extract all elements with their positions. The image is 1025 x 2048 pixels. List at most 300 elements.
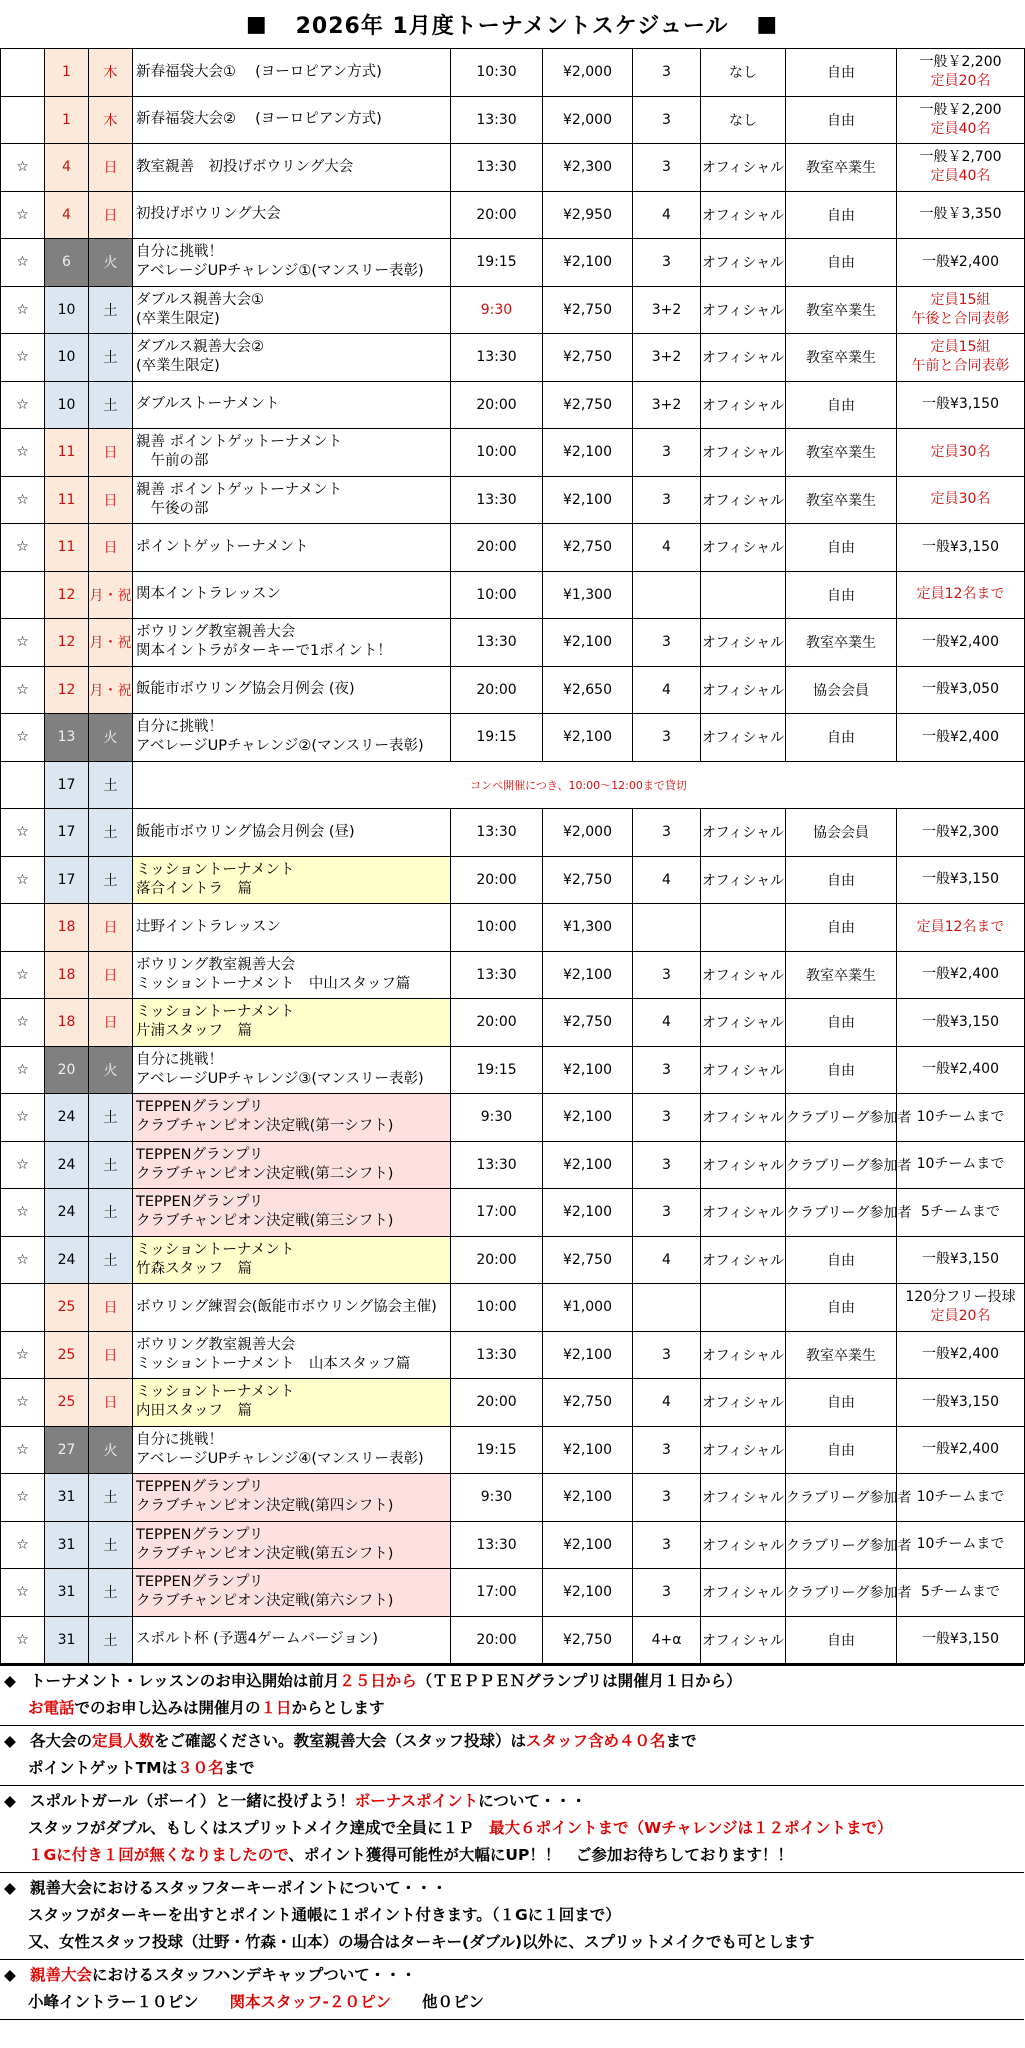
note-line: 一般¥3,050	[922, 681, 999, 698]
fee-cell: ¥2,950	[543, 191, 633, 239]
note-text: 各大会の	[30, 1732, 93, 1750]
note-cell	[897, 144, 1025, 192]
start-time-cell: 13:30	[451, 951, 543, 999]
table-row	[1, 96, 1025, 144]
weekday-cell: 木	[89, 49, 133, 97]
event-name-cell	[133, 666, 451, 714]
event-name-line: 午後の部	[136, 500, 209, 517]
note-line	[0, 1875, 1024, 1902]
event-name-line: 親善 ポイントゲットーナメント	[136, 434, 343, 451]
event-name-line: アベレージUPチャレンジ③(マンスリー表彰)	[136, 1070, 424, 1087]
diamond-bullet-icon: ◆	[4, 1966, 16, 1984]
qualification-cell: 自由	[786, 999, 897, 1047]
table-row	[1, 951, 1025, 999]
note-cell	[897, 1141, 1025, 1189]
qualification-cell: クラブリーグ参加者	[786, 1094, 897, 1142]
event-name-line: TEPPENグランプリ	[136, 1146, 264, 1163]
date-cell: 18	[45, 951, 89, 999]
fee-cell: ¥2,750	[543, 999, 633, 1047]
games-cell: 3	[633, 1569, 701, 1617]
oil-pattern-cell: オフィシャル	[701, 1474, 786, 1522]
fee-cell: ¥2,100	[543, 1426, 633, 1474]
event-name-line: TEPPENグランプリ	[136, 1479, 264, 1496]
qualification-cell: 自由	[786, 1616, 897, 1664]
star-mark-cell: ☆	[1, 1379, 45, 1427]
note-line	[0, 1815, 1024, 1842]
diamond-bullet-icon: ◆	[4, 1672, 16, 1690]
star-mark-cell: ☆	[1, 239, 45, 287]
star-mark-cell: ☆	[1, 1616, 45, 1664]
qualification-cell: 教室卒業生	[786, 429, 897, 477]
start-time-cell: 20:00	[451, 191, 543, 239]
event-name-line: ポイントゲットーナメント	[136, 538, 309, 555]
event-name-line: 飯能市ボウリング協会月例会 (昼)	[136, 823, 355, 840]
event-name-line: ミッショントーナメント	[136, 861, 295, 878]
start-time-cell: 19:15	[451, 239, 543, 287]
note-line: 定員30名	[930, 443, 991, 460]
oil-pattern-cell: オフィシャル	[701, 1141, 786, 1189]
games-cell: 3+2	[633, 286, 701, 334]
event-name-cell	[133, 286, 451, 334]
note-line: 定員30名	[930, 491, 991, 508]
date-cell: 1	[45, 49, 89, 97]
start-time-cell: 10:00	[451, 1284, 543, 1332]
event-name-line: クラブチャンピオン決定戦(第四シフト)	[136, 1498, 394, 1515]
note-line: 一般¥3,150	[922, 1251, 999, 1268]
event-name-cell	[133, 381, 451, 429]
note-text: ２５日から	[339, 1672, 417, 1690]
date-cell: 10	[45, 334, 89, 382]
fee-cell: ¥2,000	[543, 809, 633, 857]
note-cell	[897, 904, 1025, 952]
start-time-cell: 19:15	[451, 714, 543, 762]
fee-cell: ¥2,100	[543, 951, 633, 999]
table-row	[1, 1094, 1025, 1142]
games-cell: 4	[633, 666, 701, 714]
event-name-line: 教室親善 初投げボウリング大会	[136, 158, 354, 175]
note-cell	[897, 999, 1025, 1047]
star-mark-cell: ☆	[1, 286, 45, 334]
start-time-cell: 13:30	[451, 144, 543, 192]
date-cell: 25	[45, 1379, 89, 1427]
note-cell	[897, 666, 1025, 714]
weekday-cell: 日	[89, 951, 133, 999]
games-cell: 3	[633, 476, 701, 524]
note-cell	[897, 1379, 1025, 1427]
games-cell: 3	[633, 1331, 701, 1379]
star-mark-cell: ☆	[1, 856, 45, 904]
note-text: 定員人数	[92, 1732, 155, 1750]
date-cell: 18	[45, 999, 89, 1047]
note-text: （ＴＥＰＰＥＮグランプリは開催月１日から）	[416, 1672, 742, 1690]
games-cell: 3	[633, 144, 701, 192]
note-line: 10チームまで	[916, 1108, 1005, 1125]
weekday-cell: 火	[89, 1046, 133, 1094]
games-cell: 3	[633, 1426, 701, 1474]
weekday-cell: 日	[89, 191, 133, 239]
oil-pattern-cell: オフィシャル	[701, 1379, 786, 1427]
oil-pattern-cell: なし	[701, 49, 786, 97]
table-row	[1, 1331, 1025, 1379]
table-row	[1, 381, 1025, 429]
note-text: について・・・	[478, 1792, 587, 1810]
event-name-line: 片浦スタッフ 篇	[136, 1023, 252, 1040]
weekday-cell: 土	[89, 1094, 133, 1142]
start-time-cell: 13:30	[451, 334, 543, 382]
fee-cell: ¥2,750	[543, 524, 633, 572]
games-cell: 3	[633, 1046, 701, 1094]
qualification-cell: 自由	[786, 49, 897, 97]
event-name-cell	[133, 714, 451, 762]
event-name-cell	[133, 1569, 451, 1617]
games-cell: 3	[633, 714, 701, 762]
event-name-line: ミッショントーナメント 山本スタッフ篇	[136, 1355, 411, 1372]
games-cell: 3	[633, 809, 701, 857]
oil-pattern-cell	[701, 571, 786, 619]
event-name-line: 初投げボウリング大会	[136, 206, 281, 223]
qualification-cell: 教室卒業生	[786, 334, 897, 382]
fee-cell: ¥2,100	[543, 1521, 633, 1569]
qualification-cell: 協会会員	[786, 809, 897, 857]
note-block	[0, 1726, 1024, 1786]
table-row	[1, 1236, 1025, 1284]
note-text: をご確認ください。教室親善大会（スタッフ投球）は	[154, 1732, 527, 1750]
note-line: 一般¥3,150	[922, 1631, 999, 1648]
qualification-cell: 教室卒業生	[786, 951, 897, 999]
fee-cell: ¥1,300	[543, 571, 633, 619]
fee-cell: ¥2,750	[543, 286, 633, 334]
event-name-line: アベレージUPチャレンジ④(マンスリー表彰)	[136, 1450, 424, 1467]
oil-pattern-cell: オフィシャル	[701, 856, 786, 904]
note-cell	[897, 1616, 1025, 1664]
event-name-cell	[133, 1474, 451, 1522]
fee-cell: ¥1,300	[543, 904, 633, 952]
oil-pattern-cell: オフィシャル	[701, 1616, 786, 1664]
start-time-cell: 9:30	[451, 286, 543, 334]
fee-cell: ¥2,100	[543, 476, 633, 524]
date-cell: 24	[45, 1141, 89, 1189]
table-row	[1, 1046, 1025, 1094]
table-row	[1, 809, 1025, 857]
table-row	[1, 856, 1025, 904]
date-cell: 31	[45, 1569, 89, 1617]
note-line: 一般￥3,350	[919, 206, 1002, 223]
note-line: 午後と合同表彰	[911, 310, 1010, 327]
star-mark-cell: ☆	[1, 191, 45, 239]
star-mark-cell	[1, 96, 45, 144]
note-line: 一般¥2,400	[922, 253, 999, 270]
note-line	[0, 1728, 1024, 1755]
note-text: 、ポイント獲得可能性が大幅にUP！！ ご参加お待ちしております！！	[288, 1846, 793, 1864]
start-time-cell: 13:30	[451, 96, 543, 144]
table-row	[1, 524, 1025, 572]
table-row	[1, 49, 1025, 97]
weekday-cell: 土	[89, 1141, 133, 1189]
diamond-bullet-icon: ◆	[4, 1732, 16, 1750]
start-time-cell: 19:15	[451, 1426, 543, 1474]
star-mark-cell: ☆	[1, 1569, 45, 1617]
note-text: スタッフ含め４０名	[526, 1732, 666, 1750]
note-line: 一般¥2,400	[922, 1346, 999, 1363]
start-time-cell: 20:00	[451, 381, 543, 429]
event-name-line: TEPPENグランプリ	[136, 1194, 264, 1211]
start-time-cell: 17:00	[451, 1569, 543, 1617]
note-cell	[897, 809, 1025, 857]
qualification-cell: クラブリーグ参加者	[786, 1521, 897, 1569]
oil-pattern-cell: オフィシャル	[701, 666, 786, 714]
note-line	[0, 1962, 1024, 1989]
event-name-line: 内田スタッフ 篇	[136, 1403, 252, 1420]
table-row	[1, 1616, 1025, 1664]
fee-cell: ¥2,100	[543, 239, 633, 287]
star-mark-cell: ☆	[1, 1046, 45, 1094]
note-text: ３０名	[177, 1759, 224, 1777]
games-cell	[633, 1284, 701, 1332]
qualification-cell: クラブリーグ参加者	[786, 1141, 897, 1189]
start-time-cell: 13:30	[451, 1331, 543, 1379]
games-cell: 3	[633, 239, 701, 287]
qualification-cell: 教室卒業生	[786, 1331, 897, 1379]
weekday-cell: 土	[89, 761, 133, 809]
oil-pattern-cell: オフィシャル	[701, 999, 786, 1047]
fee-cell: ¥2,100	[543, 1474, 633, 1522]
star-mark-cell: ☆	[1, 714, 45, 762]
date-cell: 24	[45, 1094, 89, 1142]
star-mark-cell: ☆	[1, 1236, 45, 1284]
oil-pattern-cell: オフィシャル	[701, 381, 786, 429]
start-time-cell: 13:30	[451, 476, 543, 524]
date-cell: 25	[45, 1331, 89, 1379]
games-cell: 4	[633, 191, 701, 239]
games-cell: 4	[633, 999, 701, 1047]
date-cell: 31	[45, 1521, 89, 1569]
start-time-cell: 10:00	[451, 429, 543, 477]
oil-pattern-cell: オフィシャル	[701, 951, 786, 999]
note-line: 5チームまで	[921, 1583, 1000, 1600]
date-cell: 17	[45, 761, 89, 809]
weekday-cell: 土	[89, 1616, 133, 1664]
event-name-cell	[133, 904, 451, 952]
note-text: からとします	[291, 1699, 385, 1717]
note-text: スタッフがダブル、もしくはスプリットメイク達成で全員に１Ｐ	[28, 1819, 490, 1837]
table-row	[1, 1521, 1025, 1569]
note-cell	[897, 1474, 1025, 1522]
note-line: 一般¥2,400	[922, 966, 999, 983]
note-cell	[897, 1521, 1025, 1569]
fee-cell: ¥2,650	[543, 666, 633, 714]
star-mark-cell	[1, 571, 45, 619]
event-name-line: ボウリング練習会(飯能市ボウリング協会主催)	[136, 1298, 437, 1315]
note-cell	[897, 1094, 1025, 1142]
qualification-cell: 自由	[786, 1046, 897, 1094]
title-right-square: ■	[756, 11, 779, 37]
note-line	[0, 1668, 1024, 1695]
note-line	[0, 1755, 1024, 1782]
star-mark-cell	[1, 49, 45, 97]
note-line	[0, 1989, 1024, 2016]
fee-cell: ¥2,750	[543, 334, 633, 382]
title-text: 2026年 1月度トーナメントスケジュール	[295, 13, 729, 39]
date-cell: 17	[45, 856, 89, 904]
event-name-cell	[133, 1521, 451, 1569]
oil-pattern-cell: オフィシャル	[701, 1331, 786, 1379]
weekday-cell: 日	[89, 524, 133, 572]
note-text: ボーナスポイント	[354, 1792, 479, 1810]
note-cell	[897, 381, 1025, 429]
table-row	[1, 714, 1025, 762]
games-cell: 3	[633, 1141, 701, 1189]
event-name-line: クラブチャンピオン決定戦(第二シフト)	[136, 1165, 394, 1182]
event-name-line: 自分に挑戦！	[136, 1051, 223, 1068]
star-mark-cell: ☆	[1, 1521, 45, 1569]
oil-pattern-cell	[701, 904, 786, 952]
fee-cell: ¥2,100	[543, 1046, 633, 1094]
event-name-line: 親善 ポイントゲットーナメント	[136, 481, 343, 498]
start-time-cell: 17:00	[451, 1189, 543, 1237]
star-mark-cell: ☆	[1, 1141, 45, 1189]
event-name-cell	[133, 1616, 451, 1664]
games-cell: 4	[633, 524, 701, 572]
qualification-cell: 教室卒業生	[786, 476, 897, 524]
note-cell	[897, 1569, 1025, 1617]
note-line: 定員20名	[930, 1308, 991, 1325]
note-line: 定員40名	[930, 120, 991, 137]
note-block	[0, 1666, 1024, 1726]
note-line: 一般¥3,150	[922, 1393, 999, 1410]
oil-pattern-cell: オフィシャル	[701, 809, 786, 857]
fee-cell: ¥2,100	[543, 1331, 633, 1379]
date-cell: 11	[45, 476, 89, 524]
date-cell: 27	[45, 1426, 89, 1474]
games-cell: 3	[633, 96, 701, 144]
note-block	[0, 1786, 1024, 1873]
games-cell: 3	[633, 429, 701, 477]
event-name-cell	[133, 191, 451, 239]
qualification-cell: 自由	[786, 1379, 897, 1427]
weekday-cell: 土	[89, 1236, 133, 1284]
event-name-cell	[133, 999, 451, 1047]
fee-cell: ¥2,750	[543, 1236, 633, 1284]
note-line: 一般¥3,150	[922, 396, 999, 413]
star-mark-cell	[1, 904, 45, 952]
fee-cell: ¥2,750	[543, 381, 633, 429]
event-name-cell	[133, 1331, 451, 1379]
date-cell: 25	[45, 1284, 89, 1332]
start-time-cell: 9:30	[451, 1094, 543, 1142]
games-cell	[633, 571, 701, 619]
star-mark-cell: ☆	[1, 476, 45, 524]
event-name-cell	[133, 144, 451, 192]
event-name-line: 落合イントラ 篇	[136, 880, 252, 897]
table-row	[1, 239, 1025, 287]
note-line: 定員20名	[930, 73, 991, 90]
table-row	[1, 666, 1025, 714]
oil-pattern-cell: オフィシャル	[701, 239, 786, 287]
table-row	[1, 761, 1025, 809]
oil-pattern-cell: オフィシャル	[701, 524, 786, 572]
event-name-line: ミッショントーナメント 中山スタッフ篇	[136, 975, 411, 992]
event-name-cell	[133, 96, 451, 144]
oil-pattern-cell: オフィシャル	[701, 429, 786, 477]
date-cell: 12	[45, 619, 89, 667]
event-name-line: アベレージUPチャレンジ②(マンスリー表彰)	[136, 738, 424, 755]
event-name-line: 関本イントラがターキーで1ポイント！	[136, 643, 392, 660]
oil-pattern-cell: オフィシャル	[701, 144, 786, 192]
fee-cell: ¥1,000	[543, 1284, 633, 1332]
oil-pattern-cell: オフィシャル	[701, 1094, 786, 1142]
diamond-bullet-icon: ◆	[4, 1879, 16, 1897]
star-mark-cell: ☆	[1, 999, 45, 1047]
note-line: 一般¥2,400	[922, 633, 999, 650]
start-time-cell: 10:00	[451, 571, 543, 619]
weekday-cell: 土	[89, 381, 133, 429]
start-time-cell: 10:30	[451, 49, 543, 97]
weekday-cell: 火	[89, 714, 133, 762]
oil-pattern-cell: オフィシャル	[701, 334, 786, 382]
star-mark-cell: ☆	[1, 1331, 45, 1379]
note-line	[0, 1788, 1024, 1815]
star-mark-cell: ☆	[1, 809, 45, 857]
notes-section	[0, 1664, 1024, 2020]
note-line: 一般￥2,200	[919, 54, 1002, 71]
start-time-cell: 20:00	[451, 1236, 543, 1284]
note-cell	[897, 714, 1025, 762]
qualification-cell: クラブリーグ参加者	[786, 1189, 897, 1237]
event-name-line: クラブチャンピオン決定戦(第六シフト)	[136, 1593, 394, 1610]
event-name-line: スポルト杯 (予選4ゲームバージョン)	[136, 1631, 379, 1648]
star-mark-cell	[1, 1284, 45, 1332]
event-name-cell	[133, 571, 451, 619]
star-mark-cell: ☆	[1, 381, 45, 429]
qualification-cell: クラブリーグ参加者	[786, 1569, 897, 1617]
oil-pattern-cell: オフィシャル	[701, 286, 786, 334]
notice-cell: コンペ開催につき、10:00～12:00まで貸切	[133, 761, 1025, 809]
fee-cell: ¥2,750	[543, 1379, 633, 1427]
note-text: 最大６ポイントまで（Wチャレンジは１２ポイントまで）	[489, 1819, 893, 1837]
star-mark-cell: ☆	[1, 334, 45, 382]
date-cell: 10	[45, 286, 89, 334]
note-cell	[897, 191, 1025, 239]
table-row	[1, 476, 1025, 524]
weekday-cell: 月・祝	[89, 619, 133, 667]
table-row	[1, 1569, 1025, 1617]
event-name-cell	[133, 809, 451, 857]
event-name-cell	[133, 856, 451, 904]
table-row	[1, 1141, 1025, 1189]
table-row	[1, 144, 1025, 192]
fee-cell: ¥2,000	[543, 49, 633, 97]
note-cell	[897, 524, 1025, 572]
event-name-cell	[133, 1094, 451, 1142]
event-name-line: TEPPENグランプリ	[136, 1099, 264, 1116]
note-cell	[897, 1284, 1025, 1332]
event-name-line: 竹森スタッフ 篇	[136, 1260, 252, 1277]
qualification-cell: 自由	[786, 239, 897, 287]
star-mark-cell: ☆	[1, 951, 45, 999]
weekday-cell: 土	[89, 809, 133, 857]
note-cell	[897, 1331, 1025, 1379]
weekday-cell: 土	[89, 1521, 133, 1569]
note-text: でのお申し込みは開催月の	[74, 1699, 261, 1717]
table-row	[1, 334, 1025, 382]
qualification-cell: 教室卒業生	[786, 619, 897, 667]
table-row	[1, 904, 1025, 952]
event-name-cell	[133, 1189, 451, 1237]
weekday-cell: 火	[89, 1426, 133, 1474]
start-time-cell: 20:00	[451, 999, 543, 1047]
note-line: 午前と合同表彰	[911, 358, 1010, 375]
note-cell	[897, 429, 1025, 477]
